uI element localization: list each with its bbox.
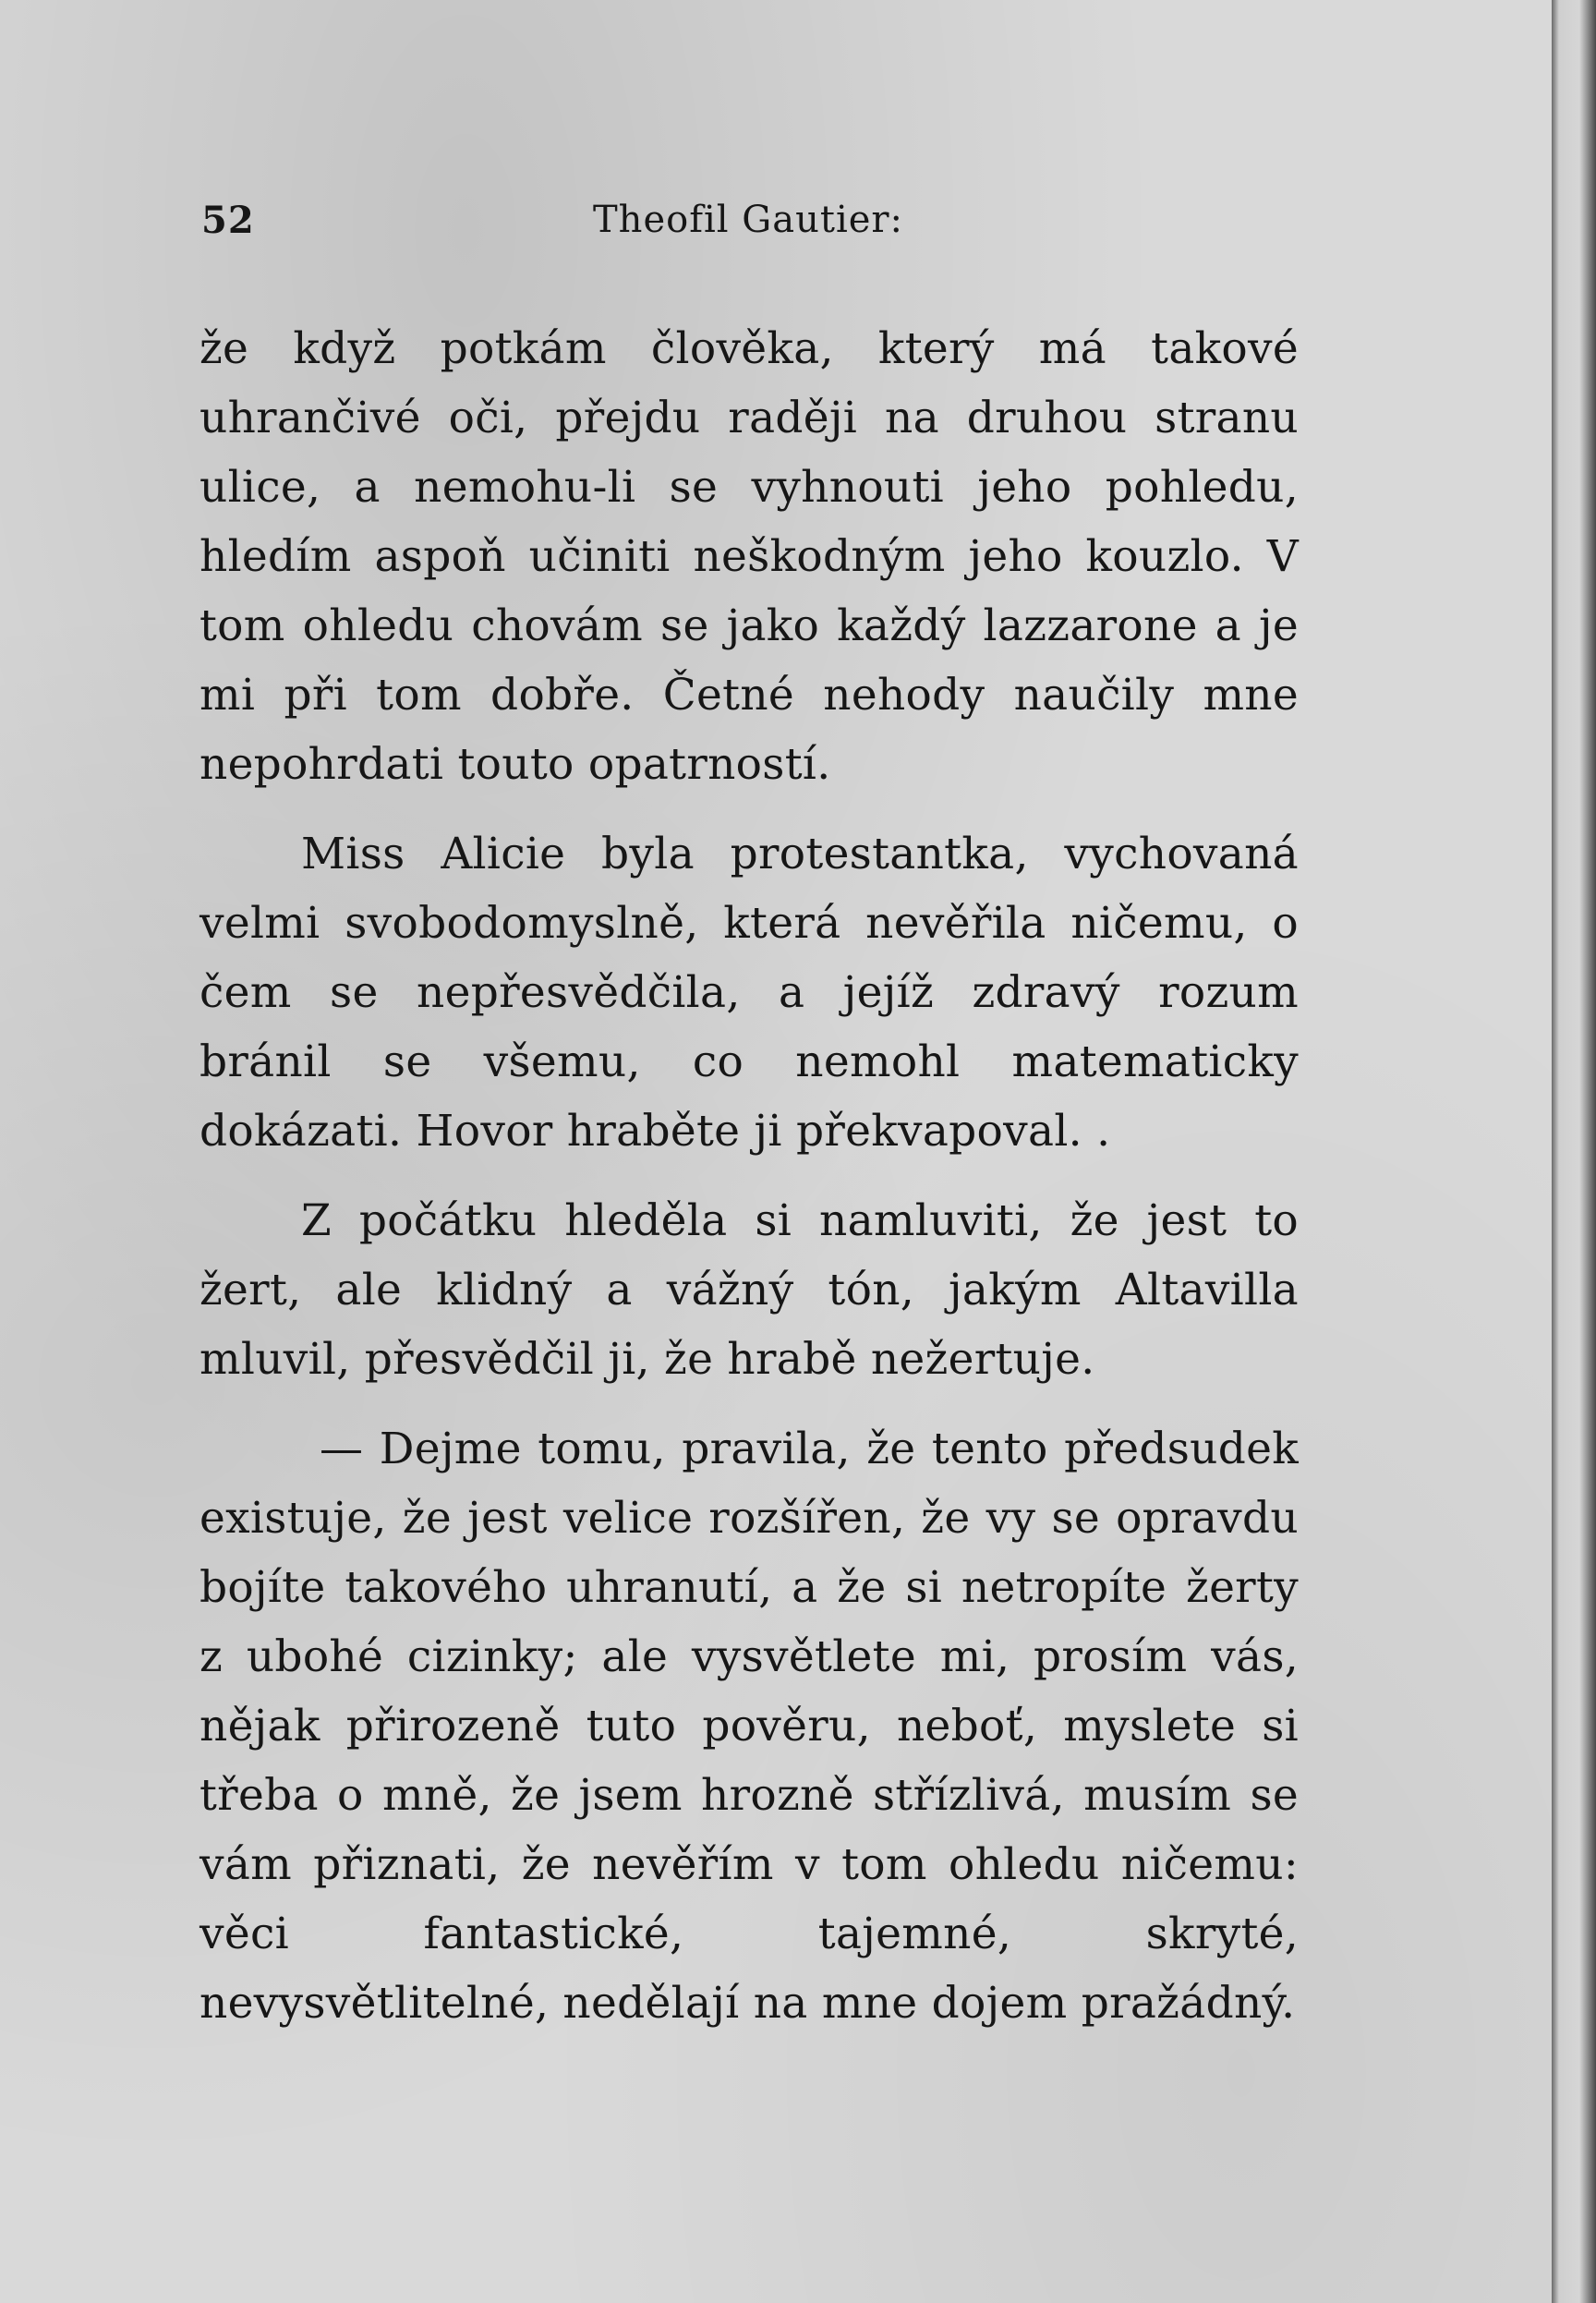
page-number: 52 xyxy=(201,199,255,242)
body-text xyxy=(200,314,1299,2058)
paragraph-3: Z počátku hleděla si namluviti, že jest to žert, ale klidný a vážný tón, jakým Altavilla mluvil, přesvědčil ji, že hrabě nežertuje. xyxy=(200,1195,1299,1385)
paragraph-2: Miss Alicie byla protestantka, vychovaná velmi svobodomyslně, která nevěřila ničemu, o čem se nepřesvědčila, a jejíž zdravý rozum bránil se všemu, co nemohl matematicky dokázati. Hovor hraběte ji překvapoval. . xyxy=(200,829,1299,1157)
paragraph-1: že když potkám člověka, který má takové uhrančivé oči, přejdu raději na druhou stranu ulice, a nemohu-li se vyhnouti jeho pohledu, hledím aspoň učiniti neškodným jeho kouzlo. V tom ohledu chovám se jako každý lazzarone a je mi při tom dobře. Četné nehody naučily mne nepohrdati touto opatrností. xyxy=(200,323,1299,790)
page-header xyxy=(201,189,1293,254)
running-title: Theofil Gautier: xyxy=(593,199,903,241)
page-edge xyxy=(1552,0,1596,2303)
paragraph-4: — Dejme tomu, pravila, že tento předsudek existuje, že jest velice rozšířen, že vy se opravdu bojíte takového uhranutí, a že si netropíte žerty z ubohé cizinky; ale vysvětlete mi, prosím vás, nějak přirozeně tuto pověru, neboť, myslete si třeba o mně, že jsem hrozně střízlivá, musím se vám přiznati, že nevěřím v tom ohledu ničemu: věci fantastické, tajemné, skryté, nevysvětlitelné, nedělají na mne dojem pražádný. xyxy=(200,1424,1299,2029)
